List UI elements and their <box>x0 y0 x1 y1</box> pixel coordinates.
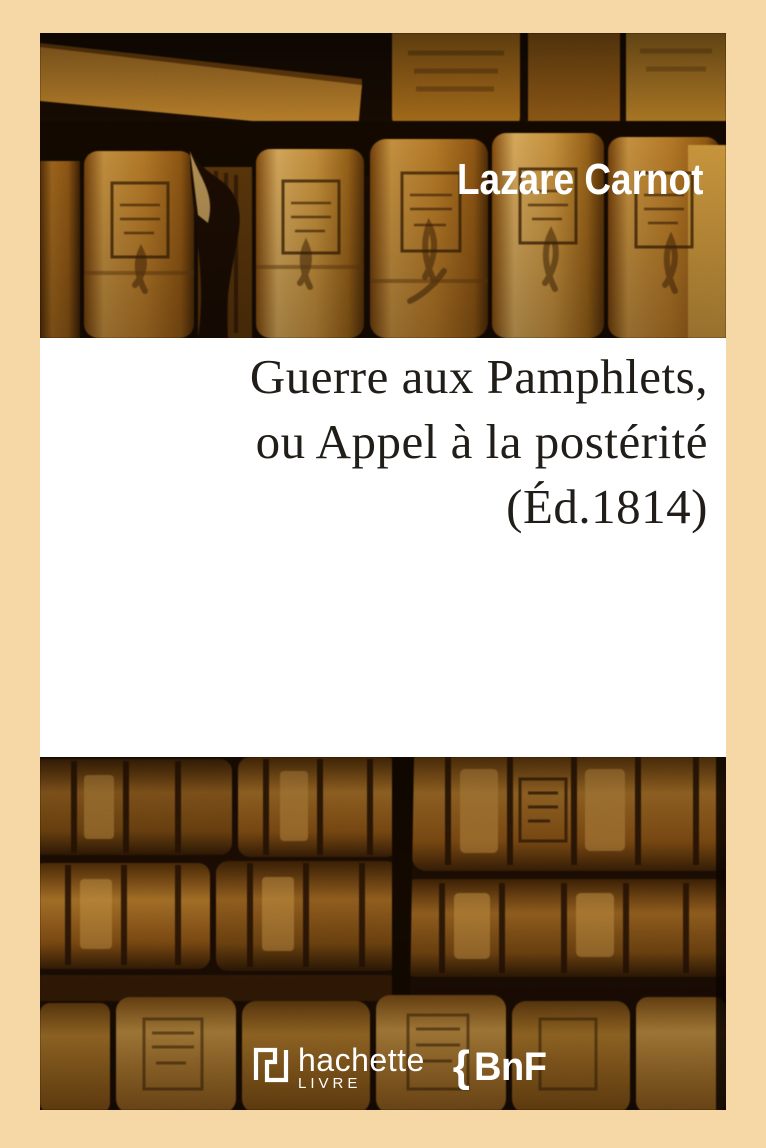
bnf-brace-icon: { <box>452 1042 470 1091</box>
book-title <box>40 338 726 539</box>
title-band <box>40 338 726 757</box>
bnf-logo <box>452 1042 550 1091</box>
hachette-wordmark: hachette <box>298 1042 425 1078</box>
hachette-h-icon <box>253 1047 289 1083</box>
book-cover <box>40 33 726 1110</box>
title-line-2: ou Appel à la postérité <box>255 414 708 469</box>
title-edition: (Éd.1814) <box>506 479 708 534</box>
hachette-wordmark-block <box>298 1042 425 1092</box>
title-line-1: Guerre aux Pamphlets, <box>249 349 708 404</box>
bnf-wordmark: BnF <box>473 1045 547 1089</box>
publisher-logos <box>253 1042 550 1092</box>
cover-bottom-photo <box>40 757 726 1110</box>
author-name: Lazare Carnot <box>456 155 703 204</box>
cover-top-photo <box>40 33 726 338</box>
hachette-livre-logo <box>253 1042 425 1092</box>
hachette-livre-label: LIVRE <box>298 1075 362 1092</box>
